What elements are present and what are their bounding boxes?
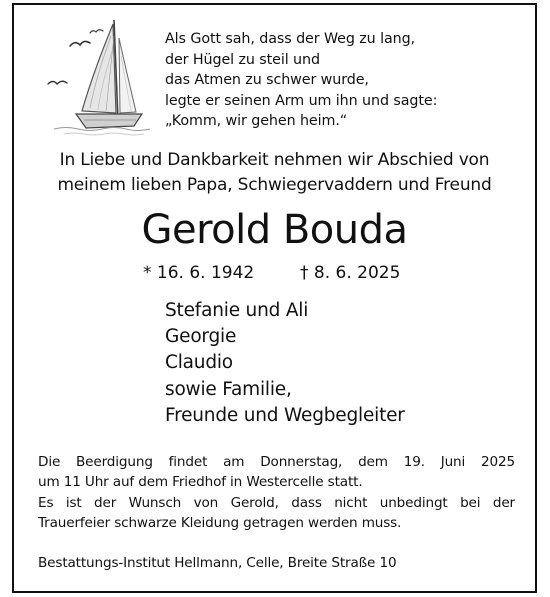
funeral-notice	[38, 453, 515, 535]
deceased-name: Gerold Bouda	[141, 207, 408, 253]
mourner: Stefanie und Ali	[165, 300, 309, 321]
birth-date: * 16. 6. 1942	[143, 263, 255, 283]
dress-code-wish	[38, 494, 515, 533]
death-date: † 8. 6. 2025	[300, 263, 401, 283]
seagull-icon	[90, 30, 103, 33]
funeral-home: Bestattungs-Institut Hellmann, Celle, Breite Straße 10	[38, 555, 397, 571]
mourner: Claudio	[165, 352, 233, 374]
poem	[165, 29, 495, 132]
farewell-intro	[12, 148, 537, 197]
seagull-icon	[48, 81, 67, 84]
poem-line: das Atmen zu schwer wurde,	[165, 72, 369, 88]
funeral-details-line: um 11 Uhr auf dem Friedhof in Westercelle statt.	[38, 473, 363, 490]
poem-line: Als Gott sah, dass der Weg zu lang,	[165, 31, 415, 47]
mourner: sowie Familie,	[165, 378, 292, 400]
funeral-details-line: Die Beerdigung findet am Donnerstag, dem 19. Juni 2025	[38, 454, 515, 470]
seagull-icon	[70, 41, 90, 46]
mourner: Georgie	[165, 326, 237, 348]
poem-line: legte er seinen Arm um ihn und sagte:	[165, 92, 438, 109]
intro-line: meinem lieben Papa, Schwiegervaddern und Freund	[57, 174, 492, 195]
dress-code-line: Es ist der Wunsch von Gerold, dass nicht unbedingt bei der	[38, 495, 515, 511]
mourners-list	[165, 298, 405, 429]
mourner: Freunde und Wegbegleiter	[165, 404, 405, 426]
sailboat-illustration	[34, 16, 154, 138]
intro-line: In Liebe und Dankbarkeit nehmen wir Abschied von	[59, 150, 490, 170]
poem-line: der Hügel zu steil und	[165, 51, 320, 68]
funeral-details	[38, 453, 515, 492]
poem-line: „Komm, wir gehen heim.“	[165, 113, 348, 129]
life-dates	[0, 262, 550, 284]
dress-code-line: Trauerfeier schwarze Kleidung getragen werden muss.	[38, 514, 402, 531]
